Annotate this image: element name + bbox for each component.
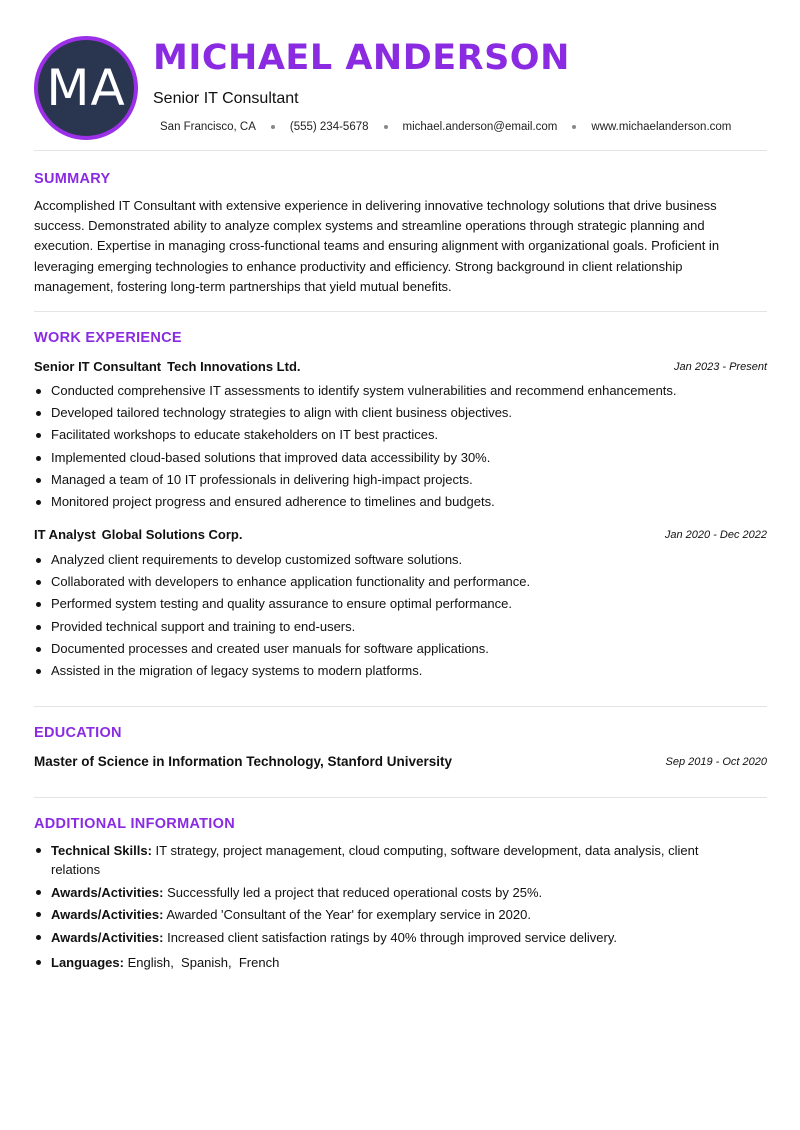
item-label: Awards/Activities: — [51, 884, 164, 900]
contact-website[interactable]: www.michaelanderson.com — [591, 121, 732, 133]
list-item: Assisted in the migration of legacy systems to modern platforms. — [34, 660, 754, 682]
item-label: Awards/Activities: — [51, 907, 164, 922]
item-text: Increased client satisfaction ratings by 40% through improved service delivery. — [163, 929, 618, 945]
contact-phone: (555) 234-5678 — [289, 121, 369, 133]
item-text: IT strategy, project management, cloud computing, software development, data analysis, client relations — [51, 843, 699, 877]
headline: Senior IT Consultant — [153, 90, 299, 107]
list-item — [34, 841, 734, 879]
item-label: Awards/Activities: — [51, 929, 164, 945]
section-title-summary: SUMMARY — [34, 171, 111, 187]
list-item: Facilitated workshops to educate stakeholders on IT best practices. — [34, 424, 754, 446]
divider — [34, 706, 767, 707]
list-item — [34, 953, 734, 972]
list-item: Collaborated with developers to enhance application functionality and performance. — [34, 571, 754, 593]
job-title — [34, 359, 301, 374]
contact-email[interactable]: michael.anderson@email.com — [402, 121, 558, 133]
separator-dot — [384, 125, 388, 129]
list-item: Analyzed client requirements to develop customized software solutions. — [34, 549, 754, 571]
job-company: Tech Innovations Ltd. — [167, 359, 301, 374]
section-title-additional: ADDITIONAL INFORMATION — [34, 816, 235, 832]
avatar-initials: MA — [46, 59, 126, 117]
education-dates: Sep 2019 - Oct 2020 — [665, 756, 767, 768]
job-role: Senior IT Consultant — [34, 359, 162, 374]
list-item: Documented processes and created user manuals for software applications. — [34, 638, 754, 660]
list-item: Developed tailored technology strategies to align with client business objectives. — [34, 402, 754, 424]
section-title-education: EDUCATION — [34, 725, 122, 741]
additional-info-list — [34, 841, 734, 975]
list-item: Performed system testing and quality assurance to ensure optimal performance. — [34, 593, 754, 615]
item-label: Technical Skills: — [51, 843, 152, 858]
item-label: Languages: — [51, 954, 124, 970]
job-title — [34, 527, 243, 542]
education-degree: Master of Science in Information Technology, Stanford University — [34, 754, 453, 769]
divider — [34, 797, 767, 798]
list-item: Managed a team of 10 IT professionals in delivering high-impact projects. — [34, 469, 754, 491]
job-bullets — [34, 380, 754, 513]
list-item — [34, 928, 734, 947]
list-item: Conducted comprehensive IT assessments to identify system vulnerabilities and recommend enhancements. — [34, 380, 754, 402]
item-text: Successfully led a project that reduced operational costs by 25%. — [163, 884, 543, 900]
separator-dot — [271, 125, 275, 129]
avatar — [34, 36, 138, 140]
divider — [34, 150, 767, 151]
item-text: Awarded 'Consultant of the Year' for exemplary service in 2020. — [163, 907, 531, 922]
job-dates: Jan 2023 - Present — [674, 361, 767, 373]
job-role: IT Analyst — [34, 527, 96, 542]
section-title-experience: WORK EXPERIENCE — [34, 330, 182, 346]
list-item — [34, 883, 734, 902]
list-item: Monitored project progress and ensured adherence to timelines and budgets. — [34, 491, 754, 513]
item-text: English, Spanish, French — [123, 954, 280, 970]
job-bullets — [34, 549, 754, 682]
list-item — [34, 905, 734, 924]
contact-location: San Francisco, CA — [160, 121, 256, 133]
list-item: Implemented cloud-based solutions that improved data accessibility by 30%. — [34, 447, 754, 469]
separator-dot — [572, 125, 576, 129]
job-company: Global Solutions Corp. — [101, 527, 243, 542]
contact-row — [160, 121, 731, 133]
candidate-name: MICHAEL ANDERSON — [153, 38, 570, 78]
summary-text: Accomplished IT Consultant with extensive experience in delivering innovative technology solutions that drive business success. Demonstrated ability to analyze complex systems and streamline operations through strategic planning and execution. Expertise in managing cross-functional teams and ensuring alignment with organizational goals. Proficient in leveraging emerging technologies to enhance productivity and efficiency. Strong background in client relationship management, fostering long-term partnerships that yield mutual benefits. — [34, 198, 720, 294]
divider — [34, 311, 767, 312]
list-item: Provided technical support and training to end-users. — [34, 616, 754, 638]
job-dates: Jan 2020 - Dec 2022 — [664, 529, 767, 541]
